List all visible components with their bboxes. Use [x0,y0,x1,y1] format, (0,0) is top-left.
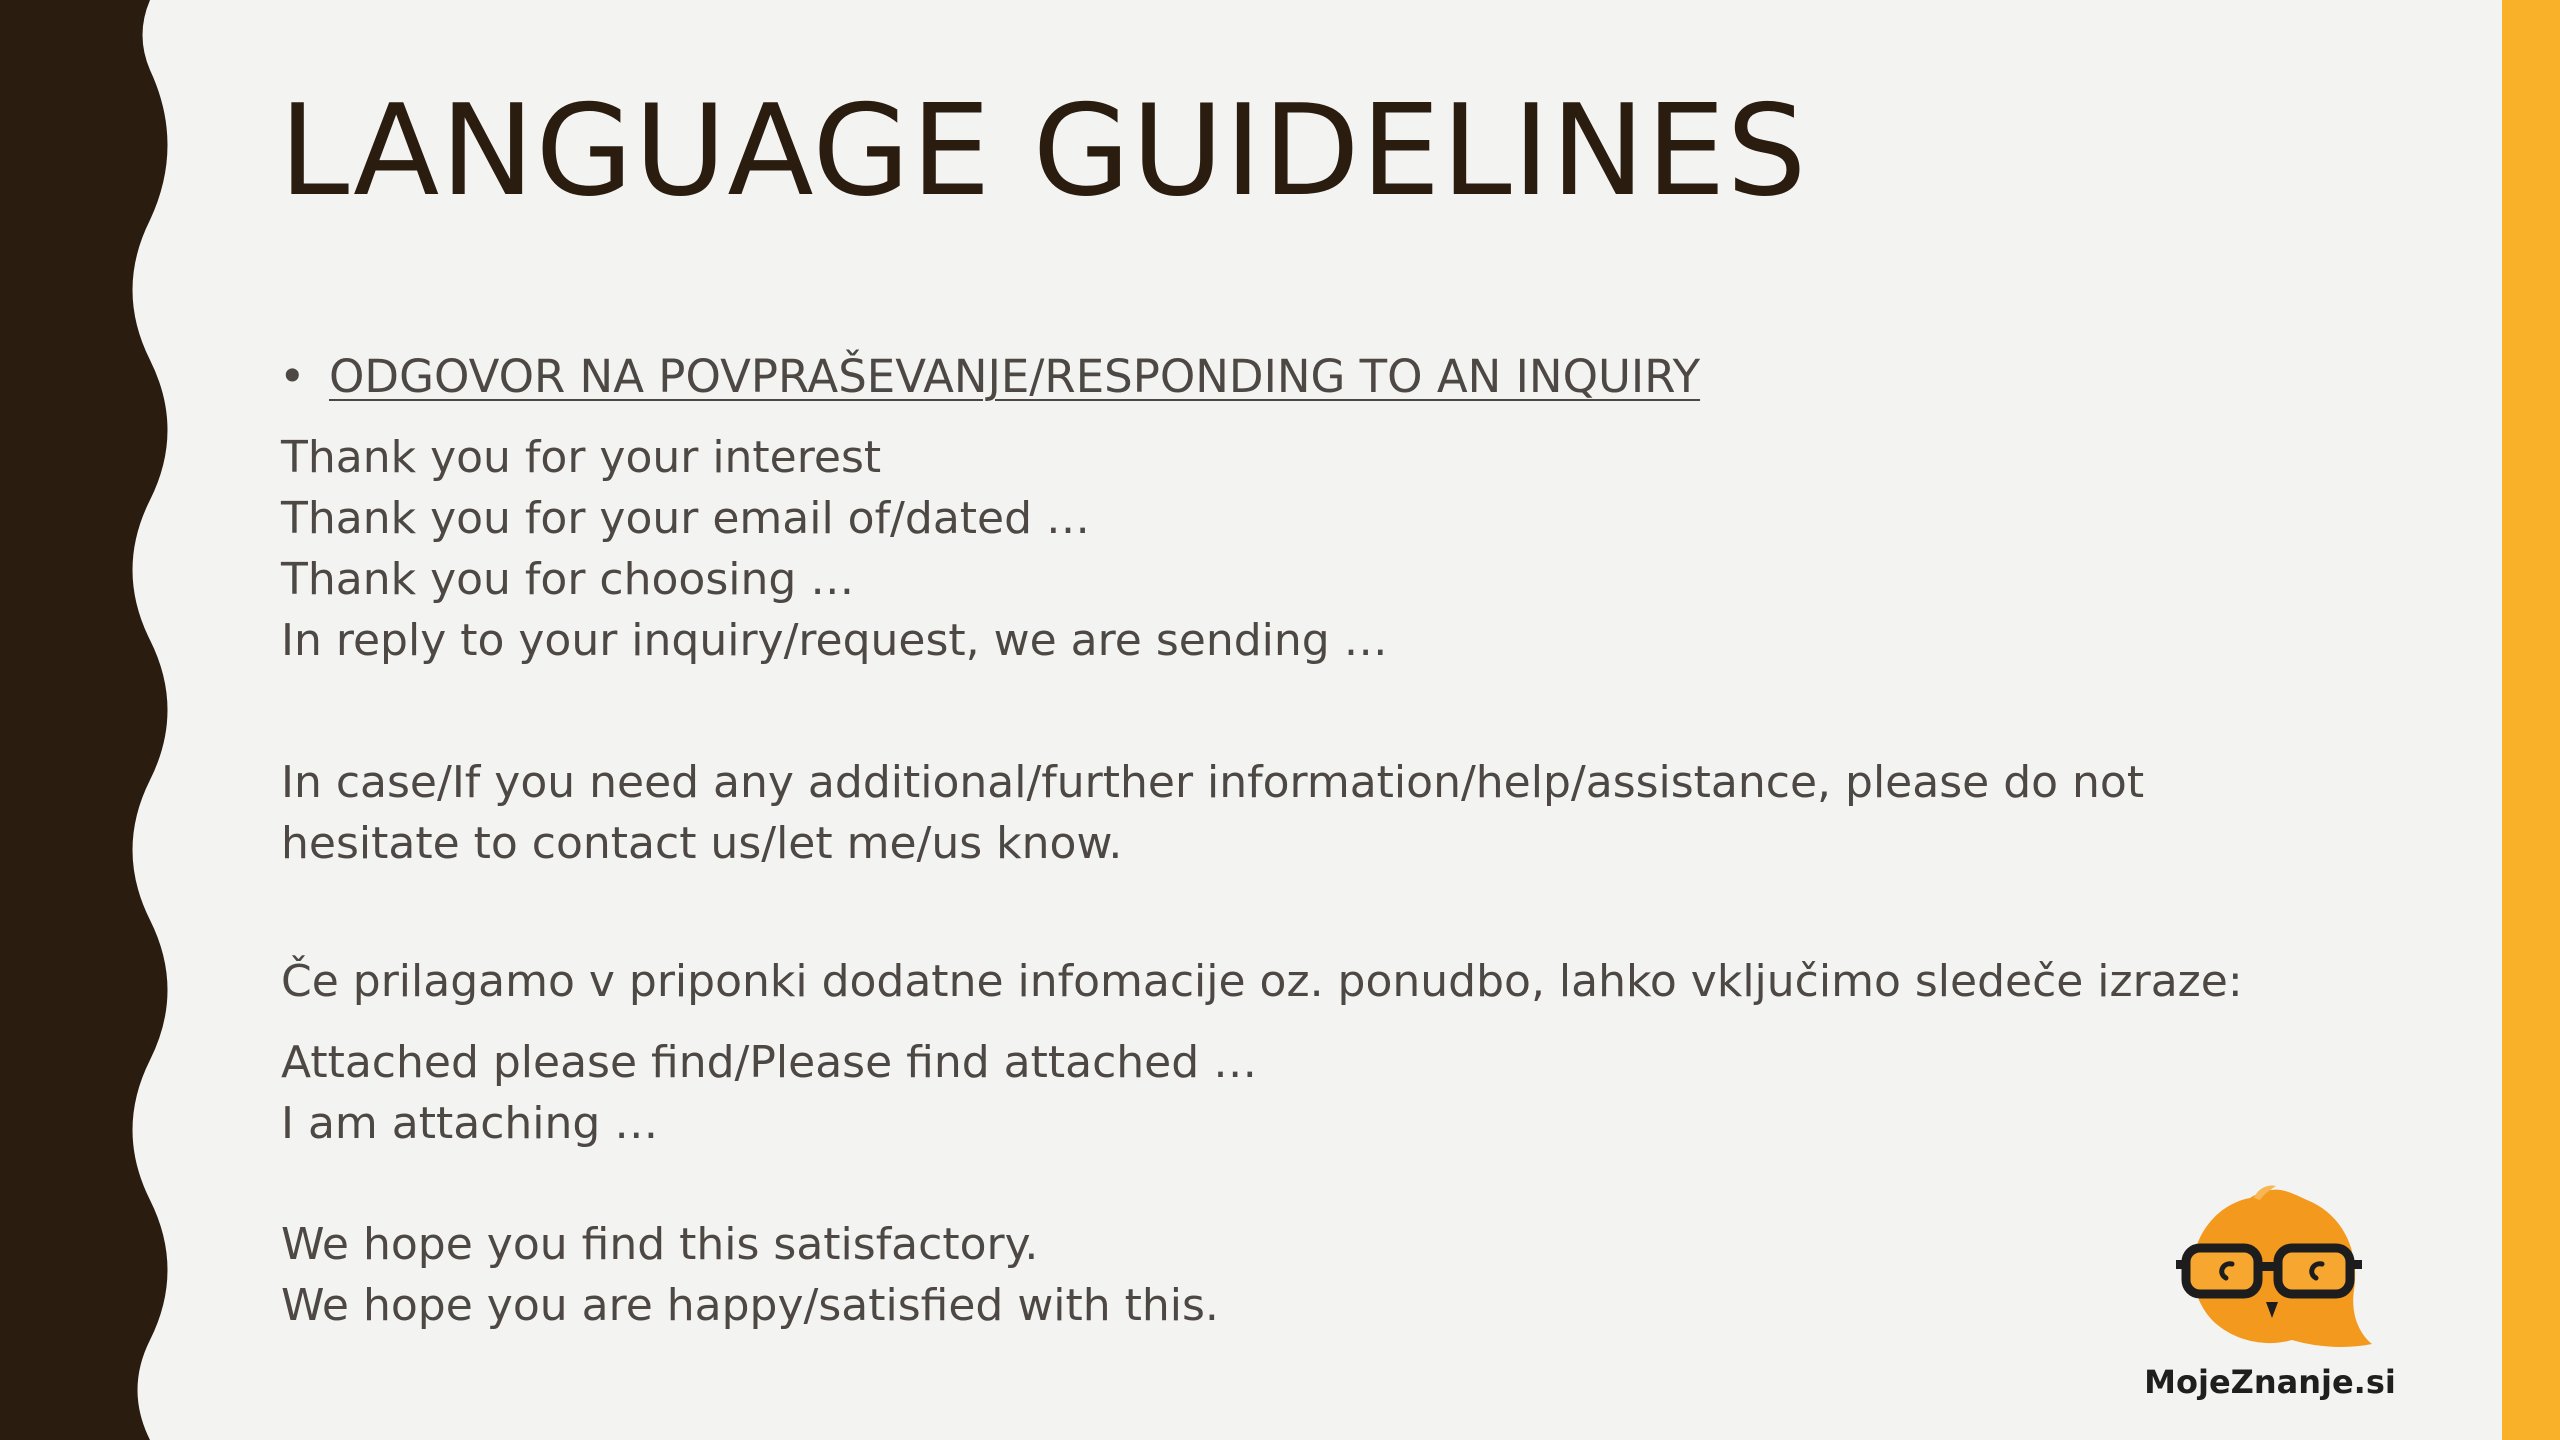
closing-offer-text: In case/If you need any additional/further information/help/assistance, please do not hesitate to contact us/let me/us know. [281,757,2145,869]
phrase-line: Thank you for your interest [281,432,882,483]
attachment-intro-text: Če prilagamo v priponki dodatne infomacije oz. ponudbo, lahko vključimo sledeče izraze: [281,956,2243,1007]
phrase-line: Thank you for choosing … [281,554,855,605]
attachment-phrases [281,1032,1257,1154]
logo-wordmark: MojeZnanje.si [2144,1363,2396,1401]
slide-title: LANGUAGE GUIDELINES [279,77,1808,224]
phrase-line: Thank you for your email of/dated … [281,493,1091,544]
phrase-line: We hope you are happy/satisfied with this. [281,1280,1219,1331]
opening-phrases [281,427,1388,671]
closing-offer [281,752,2281,874]
bullet-marker: • [279,350,306,403]
phrase-line: We hope you find this satisfactory. [281,1219,1039,1270]
satisfaction-phrases [281,1214,1219,1336]
right-accent-band [2502,0,2560,1440]
phrase-line: In reply to your inquiry/request, we are sending … [281,615,1388,666]
bullet-item [279,349,1700,405]
phrase-line: I am attaching … [281,1098,659,1149]
left-wavy-band [0,0,200,1440]
phrase-line: Attached please find/Please find attached … [281,1037,1258,1088]
attachment-intro [281,951,2243,1012]
owl-with-glasses-icon [2172,1178,2372,1358]
bullet-heading: ODGOVOR NA POVPRAŠEVANJE/RESPONDING TO AN INQUIRY [329,350,1701,403]
